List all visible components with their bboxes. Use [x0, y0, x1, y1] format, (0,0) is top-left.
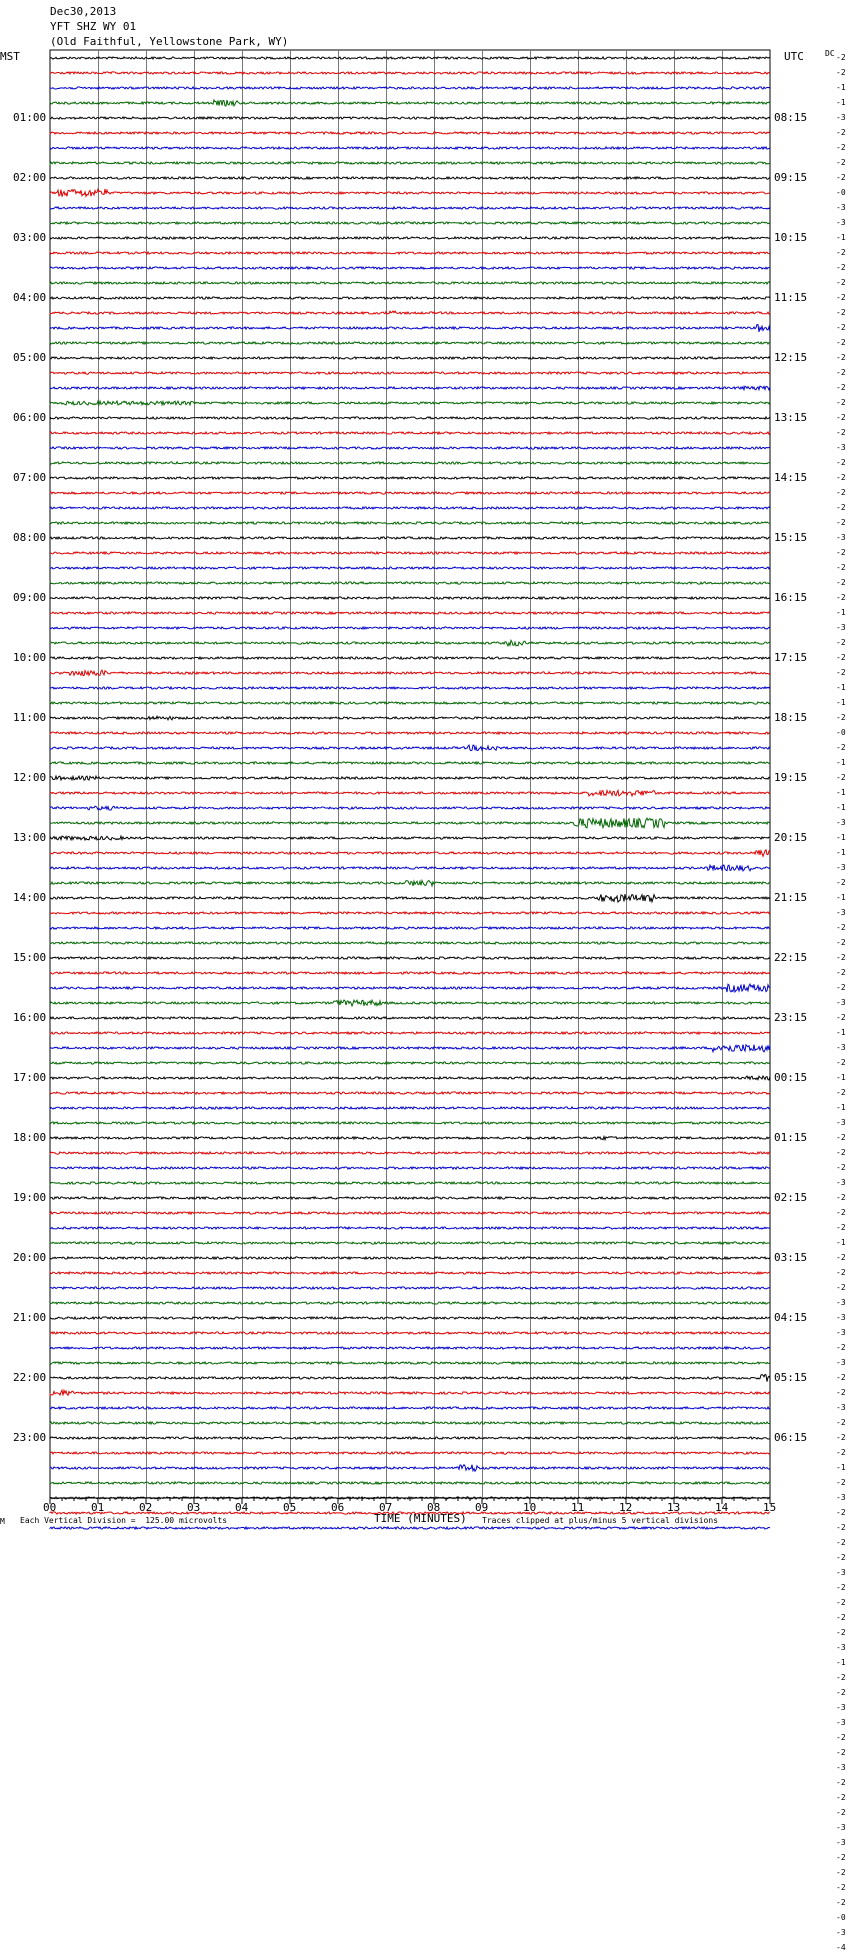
mst-hour-label: 02:00	[13, 171, 47, 184]
dc-offset-value: -2	[836, 773, 846, 782]
utc-hour-label: 04:15	[774, 1311, 808, 1324]
seismic-trace	[50, 1045, 770, 1052]
dc-offset-value: -1	[836, 608, 846, 617]
seismic-trace	[50, 1076, 770, 1080]
dc-offset-value: -3	[836, 443, 846, 452]
seismic-trace	[50, 776, 770, 780]
dc-offset-value: -2	[836, 638, 846, 647]
dc-offset-value: -2	[836, 383, 846, 392]
utc-hour-label: 13:15	[774, 411, 808, 424]
seismic-trace	[50, 762, 770, 764]
dc-offset-value: -3	[836, 1178, 846, 1187]
plot-frame	[50, 50, 770, 1498]
seismic-trace	[50, 1137, 770, 1140]
dc-offset-value: -3	[836, 1643, 846, 1652]
dc-offset-value: -1	[836, 788, 846, 797]
dc-offset-value: -2	[836, 1688, 846, 1697]
dc-offset-value: -4	[836, 1943, 846, 1952]
dc-offset-value: -2	[836, 1523, 846, 1532]
clip-note: Traces clipped at plus/minus 5 vertical divisions	[482, 1516, 719, 1525]
dc-offset-value: -2	[836, 593, 846, 602]
utc-hour-label: 21:15	[774, 891, 808, 904]
dc-offset-value: -2	[836, 158, 846, 167]
dc-offset-value: -2	[836, 53, 846, 62]
seismic-trace	[50, 537, 770, 539]
dc-offset-value: -1	[836, 698, 846, 707]
utc-hour-label: 17:15	[774, 651, 808, 664]
mst-hour-label: 16:00	[13, 1011, 47, 1024]
dc-offset-value: -2	[836, 323, 846, 332]
x-tick-label: 15	[763, 1501, 777, 1514]
utc-hour-label: 06:15	[774, 1431, 808, 1444]
utc-hour-label: 19:15	[774, 771, 808, 784]
seismic-trace	[50, 401, 770, 405]
dc-offset-value: -3	[836, 623, 846, 632]
mst-hour-label: 07:00	[13, 471, 47, 484]
dc-offset-value: -2	[836, 1748, 846, 1757]
dc-offset-value: -2	[836, 923, 846, 932]
mst-hour-label: 05:00	[13, 351, 47, 364]
dc-offset-value: -2	[836, 473, 846, 482]
dc-offset-value: -2	[836, 458, 846, 467]
dc-offset-value: -1	[836, 1103, 846, 1112]
dc-offset-value: -2	[836, 1058, 846, 1067]
x-tick-label: 09	[475, 1501, 489, 1514]
mst-hour-label: 14:00	[13, 891, 47, 904]
dc-offset-value: -2	[836, 1673, 846, 1682]
seismic-trace	[50, 1452, 770, 1454]
utc-hour-label: 16:15	[774, 591, 808, 604]
seismic-trace	[50, 567, 770, 569]
dc-offset-value: -2	[836, 398, 846, 407]
dc-offset-header: DC	[825, 49, 835, 58]
dc-offset-value: -2	[836, 1733, 846, 1742]
seismic-trace	[50, 818, 770, 828]
mst-hour-label: 18:00	[13, 1131, 47, 1144]
dc-offset-value: -3	[836, 218, 846, 227]
left-timezone-label: MST	[0, 50, 20, 63]
dc-offset-value: -0	[836, 1913, 846, 1922]
dc-offset-value: -2	[836, 1163, 846, 1172]
dc-offset-value: -2	[836, 308, 846, 317]
dc-offset-value: -1	[836, 848, 846, 857]
dc-offset-value: -1	[836, 803, 846, 812]
dc-offset-value: -2	[836, 563, 846, 572]
dc-offset-value: -2	[836, 143, 846, 152]
seismic-trace	[50, 927, 770, 929]
dc-offset-value: -2	[836, 1883, 846, 1892]
mst-hour-label: 22:00	[13, 1371, 47, 1384]
dc-offset-value: -1	[836, 1658, 846, 1667]
mst-hour-label: 10:00	[13, 651, 47, 664]
x-tick-label: 05	[283, 1501, 297, 1514]
dc-offset-value: -2	[836, 743, 846, 752]
dc-offset-value: -2	[836, 1373, 846, 1382]
seismic-trace	[50, 72, 770, 74]
seismic-trace	[50, 177, 770, 179]
x-tick-label: 06	[331, 1501, 345, 1514]
seismic-trace	[50, 1347, 770, 1349]
dc-offset-value: -2	[836, 1898, 846, 1907]
dc-offset-value: -2	[836, 1448, 846, 1457]
dc-offset-value: -3	[836, 1838, 846, 1847]
seismic-trace	[50, 1227, 770, 1229]
mst-hour-label: 12:00	[13, 771, 47, 784]
dc-offset-value: -2	[836, 1223, 846, 1232]
seismic-trace	[50, 1332, 770, 1334]
x-tick-label: 07	[379, 1501, 393, 1514]
dc-offset-value: -2	[836, 1628, 846, 1637]
seismic-trace	[50, 552, 770, 554]
dc-offset-value: -2	[836, 1583, 846, 1592]
seismic-trace	[50, 1182, 770, 1184]
dc-offset-value: -3	[836, 1823, 846, 1832]
mst-hour-label: 15:00	[13, 951, 47, 964]
seismic-trace	[50, 432, 770, 434]
seismic-trace	[50, 189, 770, 197]
dc-offset-value: -2	[836, 1868, 846, 1877]
seismic-trace	[50, 325, 770, 332]
dc-offset-value: -3	[836, 1928, 846, 1937]
dc-offset-value: -2	[836, 1808, 846, 1817]
dc-offset-value: -2	[836, 1853, 846, 1862]
seismic-trace	[50, 1482, 770, 1484]
seismic-trace	[50, 147, 770, 149]
dc-offset-value: -2	[836, 713, 846, 722]
dc-offset-value: -1	[836, 1028, 846, 1037]
seismic-trace	[50, 790, 770, 796]
dc-offset-value: -3	[836, 1358, 846, 1367]
dc-offset-value: -2	[836, 1433, 846, 1442]
seismic-trace	[50, 117, 770, 119]
utc-hour-label: 02:15	[774, 1191, 808, 1204]
seismic-trace	[50, 1362, 770, 1364]
dc-offset-value: -2	[836, 968, 846, 977]
dc-offset-value: -2	[836, 248, 846, 257]
dc-offset-value: -2	[836, 1148, 846, 1157]
seismic-trace	[50, 1257, 770, 1259]
dc-offset-value: -1	[836, 893, 846, 902]
dc-offset-value: -2	[836, 1418, 846, 1427]
seismic-trace	[50, 942, 770, 944]
dc-offset-value: -2	[836, 1133, 846, 1142]
dc-offset-value: -1	[836, 683, 846, 692]
dc-offset-value: -1	[836, 1238, 846, 1247]
seismic-trace	[50, 1212, 770, 1214]
x-tick-label: 14	[715, 1501, 729, 1514]
seismic-trace	[50, 57, 770, 59]
seismic-trace	[50, 237, 770, 239]
station-location: (Old Faithful, Yellowstone Park, WY)	[50, 35, 289, 48]
plot-date: Dec30,2013	[50, 5, 117, 18]
dc-offset-value: -2	[836, 1793, 846, 1802]
dc-offset-value: -3	[836, 818, 846, 827]
mst-hour-label: 06:00	[13, 411, 47, 424]
x-tick-label: 08	[427, 1501, 441, 1514]
mst-hour-label: 21:00	[13, 1311, 47, 1324]
utc-hour-label: 10:15	[774, 231, 808, 244]
seismic-trace	[50, 582, 770, 584]
dc-offset-value: -2	[836, 1388, 846, 1397]
seismic-trace	[50, 1167, 770, 1169]
seismic-trace	[50, 881, 770, 886]
seismic-trace	[50, 1437, 770, 1439]
utc-hour-label: 11:15	[774, 291, 808, 304]
seismic-trace	[50, 1422, 770, 1424]
seismic-trace	[50, 1197, 770, 1199]
dc-offset-value: -2	[836, 128, 846, 137]
mst-hour-label: 19:00	[13, 1191, 47, 1204]
dc-offset-value: -2	[836, 518, 846, 527]
seismic-trace	[50, 657, 770, 659]
dc-offset-value: -3	[836, 1703, 846, 1712]
mst-hour-label: 17:00	[13, 1071, 47, 1084]
seismic-trace	[50, 836, 770, 840]
dc-offset-value: -2	[836, 953, 846, 962]
dc-offset-value: -3	[836, 113, 846, 122]
dc-offset-value: -3	[836, 1763, 846, 1772]
seismic-trace	[50, 912, 770, 914]
utc-hour-label: 20:15	[774, 831, 808, 844]
seismic-trace	[50, 1092, 770, 1094]
dc-offset-value: -3	[836, 1043, 846, 1052]
seismic-trace	[50, 132, 770, 134]
dc-offset-value: -3	[836, 1328, 846, 1337]
dc-offset-value: -2	[836, 1598, 846, 1607]
dc-offset-value: -2	[836, 413, 846, 422]
dc-offset-value: -2	[836, 668, 846, 677]
dc-offset-value: -2	[836, 983, 846, 992]
seismic-trace	[50, 252, 770, 254]
dc-offset-value: -2	[836, 878, 846, 887]
seismic-trace	[50, 357, 770, 359]
dc-offset-value: -2	[836, 353, 846, 362]
utc-hour-label: 15:15	[774, 531, 808, 544]
mst-hour-label: 04:00	[13, 291, 47, 304]
seismic-trace	[50, 267, 770, 269]
dc-offset-value: -1	[836, 233, 846, 242]
mst-hour-label: 23:00	[13, 1431, 47, 1444]
seismic-trace	[50, 1527, 770, 1529]
dc-offset-value: -3	[836, 863, 846, 872]
seismic-trace	[50, 1317, 770, 1319]
seismic-trace	[50, 386, 770, 390]
seismic-trace	[50, 1375, 770, 1382]
dc-offset-value: -1	[836, 98, 846, 107]
seismic-trace	[50, 522, 770, 524]
seismic-trace	[50, 100, 770, 106]
dc-offset-value: -2	[836, 578, 846, 587]
dc-offset-value: -3	[836, 1568, 846, 1577]
dc-offset-value: -0	[836, 188, 846, 197]
seismic-trace	[50, 477, 770, 479]
seismic-trace	[50, 311, 770, 314]
utc-hour-label: 08:15	[774, 111, 808, 124]
seismic-trace	[50, 850, 770, 857]
dc-offset-value: -2	[836, 1553, 846, 1562]
seismic-trace	[50, 957, 770, 959]
utc-hour-label: 03:15	[774, 1251, 808, 1264]
dc-offset-value: -2	[836, 1088, 846, 1097]
x-tick-label: 12	[619, 1501, 633, 1514]
dc-offset-value: -2	[836, 548, 846, 557]
seismic-trace	[50, 222, 770, 224]
seismic-trace	[50, 670, 770, 676]
dc-offset-value: -2	[836, 1253, 846, 1262]
dc-offset-value: -2	[836, 1778, 846, 1787]
dc-offset-value: -3	[836, 1118, 846, 1127]
seismic-trace	[50, 640, 770, 646]
dc-offset-value: -2	[836, 263, 846, 272]
seismic-trace	[50, 702, 770, 704]
seismic-trace	[50, 1272, 770, 1274]
seismic-trace	[50, 1000, 770, 1006]
seismic-trace	[50, 1152, 770, 1154]
mst-hour-label: 01:00	[13, 111, 47, 124]
seismic-trace	[50, 687, 770, 689]
dc-offset-value: -2	[836, 1613, 846, 1622]
x-tick-label: 11	[571, 1501, 585, 1514]
seismic-trace	[50, 1122, 770, 1124]
mst-hour-label: 11:00	[13, 711, 47, 724]
seismic-trace	[50, 806, 770, 810]
dc-offset-value: -2	[836, 293, 846, 302]
seismic-trace	[50, 282, 770, 284]
dc-offset-value: -3	[836, 1718, 846, 1727]
station-id: YFT SHZ WY 01	[50, 20, 137, 33]
dc-offset-value: -2	[836, 938, 846, 947]
right-timezone-label: UTC	[784, 50, 804, 63]
dc-offset-value: -3	[836, 1298, 846, 1307]
x-tick-label: 13	[667, 1501, 681, 1514]
x-tick-label: 10	[523, 1501, 537, 1514]
seismic-trace	[50, 87, 770, 89]
seismic-trace	[50, 1407, 770, 1409]
mst-hour-label: 09:00	[13, 591, 47, 604]
dc-offset-value: -2	[836, 68, 846, 77]
dc-offset-value: -1	[836, 83, 846, 92]
dc-offset-value: -2	[836, 1268, 846, 1277]
dc-offset-value: -0	[836, 728, 846, 737]
seismic-trace	[50, 372, 770, 374]
seismic-trace	[50, 865, 770, 871]
dc-offset-value: -3	[836, 998, 846, 1007]
seismic-trace	[50, 597, 770, 599]
dc-offset-value: -3	[836, 1403, 846, 1412]
utc-hour-label: 01:15	[774, 1131, 808, 1144]
dc-offset-value: -2	[836, 368, 846, 377]
scale-note: Each Vertical Division = 125.00 microvolts	[20, 1516, 228, 1525]
seismic-trace	[50, 716, 770, 720]
seismic-trace	[50, 1465, 770, 1472]
utc-hour-label: 18:15	[774, 711, 808, 724]
seismic-trace	[50, 745, 770, 751]
x-tick-label: 01	[91, 1501, 105, 1514]
seismic-trace	[50, 1107, 770, 1109]
utc-hour-label: 05:15	[774, 1371, 808, 1384]
dc-offset-value: -2	[836, 1478, 846, 1487]
utc-hour-label: 12:15	[774, 351, 808, 364]
utc-hour-label: 00:15	[774, 1071, 808, 1084]
x-tick-label: 00	[43, 1501, 57, 1514]
dc-offset-value: -3	[836, 533, 846, 542]
seismic-trace	[50, 972, 770, 974]
seismic-trace	[50, 1032, 770, 1034]
seismic-trace	[50, 447, 770, 449]
seismic-trace	[50, 417, 770, 419]
mst-hour-label: 08:00	[13, 531, 47, 544]
x-tick-label: 04	[235, 1501, 249, 1514]
seismic-trace	[50, 894, 770, 902]
dc-offset-value: -3	[836, 1313, 846, 1322]
x-axis-title: TIME (MINUTES)	[374, 1512, 467, 1525]
utc-hour-label: 23:15	[774, 1011, 808, 1024]
dc-offset-value: -2	[836, 488, 846, 497]
seismic-trace	[50, 342, 770, 344]
seismic-trace	[50, 1302, 770, 1304]
seismic-trace	[50, 297, 770, 299]
dc-offset-value: -2	[836, 503, 846, 512]
dc-offset-value: -1	[836, 758, 846, 767]
seismic-trace	[50, 1062, 770, 1064]
seismic-trace	[50, 507, 770, 509]
dc-offset-value: -2	[836, 338, 846, 347]
corner-mark: M	[0, 1517, 5, 1526]
dc-offset-value: -1	[836, 1073, 846, 1082]
dc-offset-value: -3	[836, 1493, 846, 1502]
dc-offset-value: -2	[836, 653, 846, 662]
seismic-trace	[50, 207, 770, 209]
seismic-trace	[50, 462, 770, 464]
seismic-trace	[50, 1390, 770, 1395]
dc-offset-value: -3	[836, 203, 846, 212]
dc-offset-value: -2	[836, 1283, 846, 1292]
utc-hour-label: 22:15	[774, 951, 808, 964]
dc-offset-value: -3	[836, 908, 846, 917]
seismic-trace	[50, 984, 770, 992]
utc-hour-label: 09:15	[774, 171, 808, 184]
seismic-trace	[50, 627, 770, 629]
dc-offset-value: -2	[836, 278, 846, 287]
dc-offset-value: -1	[836, 1463, 846, 1472]
dc-offset-value: -2	[836, 1208, 846, 1217]
x-tick-label: 03	[187, 1501, 201, 1514]
mst-hour-label: 03:00	[13, 231, 47, 244]
dc-offset-value: -1	[836, 833, 846, 842]
dc-offset-value: -2	[836, 173, 846, 182]
dc-offset-value: -2	[836, 1193, 846, 1202]
seismic-trace	[50, 1017, 770, 1019]
utc-hour-label: 14:15	[774, 471, 808, 484]
seismic-trace	[50, 612, 770, 614]
seismic-trace	[50, 1242, 770, 1244]
seismic-trace	[50, 492, 770, 494]
mst-hour-label: 13:00	[13, 831, 47, 844]
x-tick-label: 02	[139, 1501, 153, 1514]
mst-hour-label: 20:00	[13, 1251, 47, 1264]
seismic-trace	[50, 162, 770, 164]
dc-offset-value: -2	[836, 1538, 846, 1547]
dc-offset-value: -2	[836, 1013, 846, 1022]
seismic-trace	[50, 1287, 770, 1289]
dc-offset-value: -2	[836, 1508, 846, 1517]
seismic-trace	[50, 732, 770, 734]
dc-offset-value: -2	[836, 1343, 846, 1352]
dc-offset-value: -2	[836, 428, 846, 437]
